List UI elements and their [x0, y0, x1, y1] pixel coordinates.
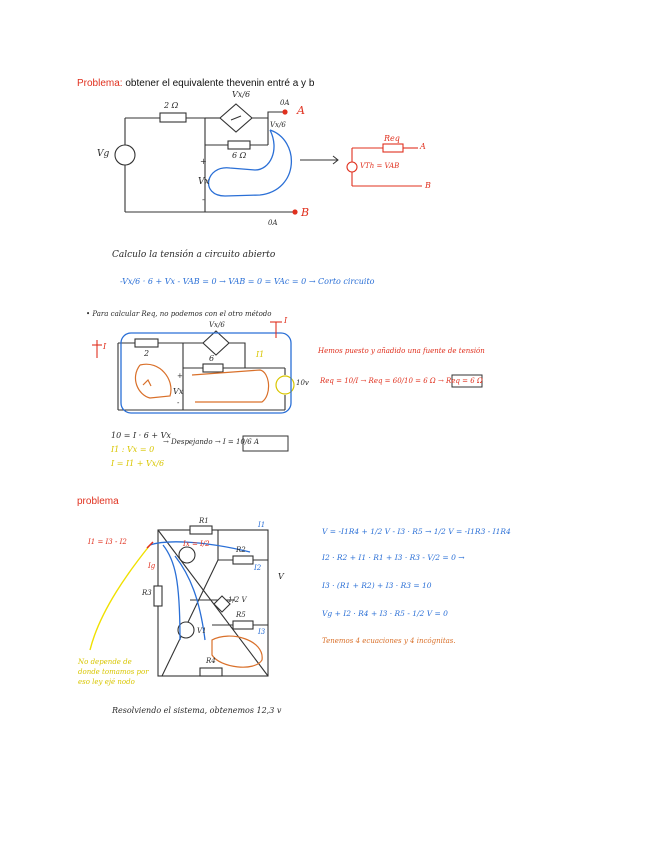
c2-r6-label: 6: [209, 354, 215, 363]
p2-r5: R5: [236, 611, 246, 619]
p2-dep: 1/2 V: [228, 596, 247, 604]
p2-eq-4: Vg + I2 · R4 + I3 · R5 - 1/2 V = 0: [322, 609, 448, 618]
p2-r3: R3: [142, 589, 152, 597]
eq-open: -Vx/6 · 6 + Vx - VAB = 0 → VAB = 0 = VAc = 0 → Corto circuito: [120, 277, 375, 286]
note-req: • Para calcular Req, no podemos con el otro método: [86, 310, 272, 318]
p2-r2: R2: [236, 546, 246, 554]
minus-label: -: [202, 195, 205, 204]
equiv-b-label: B: [425, 181, 431, 190]
c2-minus-label: -: [177, 399, 180, 407]
c2-i-right-label: I: [284, 316, 288, 325]
problem1-label: Problema:: [77, 78, 123, 89]
vx-label: Vx: [198, 177, 210, 187]
p2-ix: Ix = I/2: [183, 540, 210, 548]
p2-eq-2: I2 · R2 + I1 · R1 + I3 · R3 - V/2 = 0 →: [322, 553, 465, 562]
p2-i3: I3: [258, 628, 266, 636]
c2-r2-label: 2: [144, 349, 150, 358]
c2-src-label: 10v: [296, 379, 309, 387]
p2-i1: I1: [258, 521, 266, 529]
p2-final: Resolviendo el sistema, obtenemos 12,3 v: [112, 706, 282, 715]
problem2-label: problema: [77, 496, 119, 507]
p2-eq-1: V = -I1R4 + 1/2 V - I3 · R5 → 1/2 V = -I1R3 - I1R4: [322, 527, 511, 536]
p2-r1: R1: [199, 517, 209, 525]
yellow-note-2: donde tomamos por: [78, 668, 149, 676]
req-eq: Req = 10/I → Req = 60/10 = 6 Ω → Req = 6 Ω: [320, 377, 483, 385]
p2-v1: V1: [197, 627, 207, 635]
yellow-note-1: No depende de: [78, 658, 132, 666]
eq-result: → Despejando → I = 10/6 A: [163, 438, 260, 446]
c2-i1-label: I1: [256, 350, 265, 359]
eq-line-3: I = I1 + Vx/6: [111, 459, 165, 468]
note-open: Calculo la tensión a circuito abierto: [112, 250, 276, 260]
eq-line-1: 10 = I · 6 + Vx: [111, 431, 171, 440]
curr-bot-label: 0A: [268, 219, 278, 227]
problem1-statement: obtener el equivalente thevenin entré a y b: [122, 78, 315, 89]
note-src: Hemos puesto y añadido una fuente de tensión: [318, 347, 485, 355]
p2-ig: Ig: [148, 562, 156, 570]
vg-label: Vg: [97, 149, 110, 159]
eq-line-2: I1 : Vx = 0: [111, 445, 155, 454]
node-b-label: B: [301, 206, 310, 219]
dep-source-label: Vx/6: [232, 90, 251, 99]
req-label: Req: [384, 134, 400, 143]
p2-note-unknowns: Tenemos 4 ecuaciones y 4 incógnitas.: [322, 637, 456, 645]
vth-label: VTh = VAB: [360, 162, 400, 170]
p2-node-eq: I1 = I3 - I2: [88, 538, 127, 546]
c2-vx-label: Vx: [173, 387, 184, 396]
r-left-label: 2 Ω: [164, 101, 179, 110]
node-a-label: A: [297, 104, 305, 117]
c2-dep-label: Vx/6: [209, 321, 225, 329]
curr-top-label: 0A: [280, 99, 290, 107]
equiv-a-label: A: [420, 142, 426, 151]
frac-label: Vx/6: [270, 121, 286, 129]
plus-label: +: [200, 157, 207, 166]
p2-r4: R4: [206, 657, 216, 665]
yellow-note-3: eso ley ejé nodo: [78, 678, 135, 686]
p2-i2: I2: [254, 564, 262, 572]
p2-v: V: [278, 572, 284, 581]
c2-i-left-label: I: [103, 342, 107, 351]
c2-plus-label: +: [177, 372, 183, 380]
p2-eq-3: I3 · (R1 + R2) + I3 · R3 = 10: [322, 581, 432, 590]
r-mid-label: 6 Ω: [232, 151, 247, 160]
